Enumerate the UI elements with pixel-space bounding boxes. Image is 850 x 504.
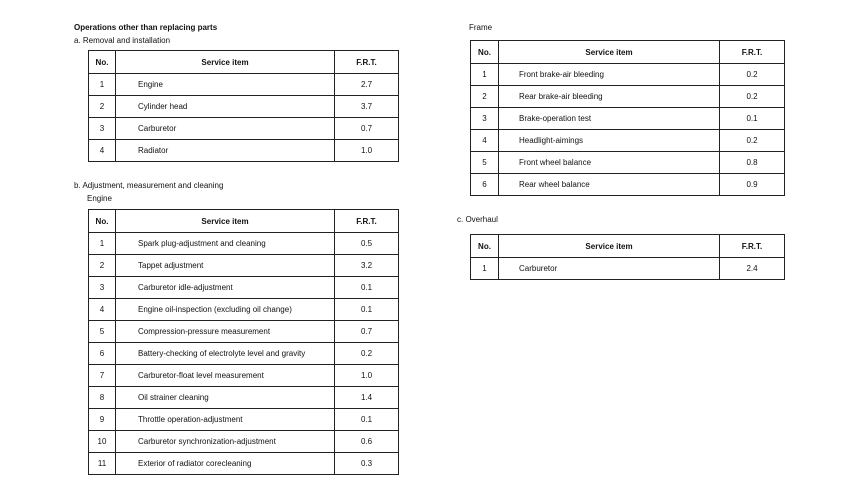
- section-c-label: c. Overhaul: [457, 215, 498, 224]
- removal-table: [88, 50, 399, 162]
- table-row: [89, 343, 399, 365]
- header-frt: F.R.T.: [335, 210, 399, 233]
- section-a-label: a. Removal and installation: [74, 36, 171, 45]
- service-item: Brake-operation test: [499, 108, 720, 130]
- row-number: 1: [89, 233, 116, 255]
- table-row: [89, 409, 399, 431]
- header-no: No.: [471, 41, 499, 64]
- row-number: 3: [89, 118, 116, 140]
- header-frt: F.R.T.: [335, 51, 399, 74]
- row-number: 4: [471, 130, 499, 152]
- service-item: Carburetor: [499, 258, 720, 280]
- table-row: [89, 233, 399, 255]
- service-item: Carburetor: [116, 118, 335, 140]
- frt-value: 0.2: [720, 64, 785, 86]
- header-no: No.: [89, 210, 116, 233]
- row-number: 1: [89, 74, 116, 96]
- row-number: 2: [89, 96, 116, 118]
- table-row: [471, 64, 785, 86]
- row-number: 6: [471, 174, 499, 196]
- header-service-item: Service item: [116, 51, 335, 74]
- service-item: Engine: [116, 74, 335, 96]
- row-number: 10: [89, 431, 116, 453]
- row-number: 5: [471, 152, 499, 174]
- service-item: Oil strainer cleaning: [116, 387, 335, 409]
- row-number: 1: [471, 64, 499, 86]
- service-item: Cylinder head: [116, 96, 335, 118]
- row-number: 9: [89, 409, 116, 431]
- frt-value: 0.8: [720, 152, 785, 174]
- table-row: [89, 431, 399, 453]
- row-number: 4: [89, 140, 116, 162]
- table-row: [89, 277, 399, 299]
- service-item: Front wheel balance: [499, 152, 720, 174]
- table-row: [89, 321, 399, 343]
- service-item: Rear brake-air bleeding: [499, 86, 720, 108]
- header-service-item: Service item: [499, 235, 720, 258]
- table-row: [89, 453, 399, 475]
- table-row: [471, 174, 785, 196]
- service-item: Tappet adjustment: [116, 255, 335, 277]
- table-row: [89, 118, 399, 140]
- overhaul-table: [470, 234, 785, 280]
- row-number: 7: [89, 365, 116, 387]
- frt-value: 0.7: [335, 118, 399, 140]
- frt-value: 0.2: [720, 86, 785, 108]
- frame-table: [470, 40, 785, 196]
- service-item: Front brake-air bleeding: [499, 64, 720, 86]
- frt-value: 0.2: [335, 343, 399, 365]
- service-item: Carburetor-float level measurement: [116, 365, 335, 387]
- frt-value: 0.1: [335, 409, 399, 431]
- table-row: [89, 365, 399, 387]
- frt-value: 1.0: [335, 140, 399, 162]
- frt-value: 1.4: [335, 387, 399, 409]
- table-row: [89, 387, 399, 409]
- row-number: 3: [89, 277, 116, 299]
- table-row: [89, 96, 399, 118]
- row-number: 8: [89, 387, 116, 409]
- frt-value: 3.7: [335, 96, 399, 118]
- service-item: Headlight-aimings: [499, 130, 720, 152]
- service-item: Engine oil-inspection (excluding oil change): [116, 299, 335, 321]
- service-item: Carburetor idle-adjustment: [116, 277, 335, 299]
- frt-value: 0.6: [335, 431, 399, 453]
- header-no: No.: [89, 51, 116, 74]
- service-item: Rear wheel balance: [499, 174, 720, 196]
- frt-value: 0.1: [335, 299, 399, 321]
- frt-value: 0.1: [335, 277, 399, 299]
- frt-value: 0.1: [720, 108, 785, 130]
- service-item: Exterior of radiator corecleaning: [116, 453, 335, 475]
- page-heading: Operations other than replacing parts: [74, 23, 218, 32]
- frt-value: 1.0: [335, 365, 399, 387]
- table-row: [89, 140, 399, 162]
- section-b-label: b. Adjustment, measurement and cleaning: [74, 181, 224, 190]
- header-no: No.: [471, 235, 499, 258]
- frt-value: 0.3: [335, 453, 399, 475]
- frt-value: 2.7: [335, 74, 399, 96]
- row-number: 4: [89, 299, 116, 321]
- service-item: Battery-checking of electrolyte level and gravity: [116, 343, 335, 365]
- header-service-item: Service item: [116, 210, 335, 233]
- row-number: 3: [471, 108, 499, 130]
- row-number: 5: [89, 321, 116, 343]
- row-number: 6: [89, 343, 116, 365]
- service-item: Throttle operation-adjustment: [116, 409, 335, 431]
- table-row: [471, 258, 785, 280]
- frt-value: 2.4: [720, 258, 785, 280]
- row-number: 11: [89, 453, 116, 475]
- header-frt: F.R.T.: [720, 235, 785, 258]
- frame-subheading: Frame: [469, 23, 493, 32]
- table-row: [471, 130, 785, 152]
- frt-value: 0.2: [720, 130, 785, 152]
- row-number: 1: [471, 258, 499, 280]
- service-item: Spark plug-adjustment and cleaning: [116, 233, 335, 255]
- table-row: [471, 152, 785, 174]
- engine-adjustment-table: [88, 209, 399, 475]
- row-number: 2: [89, 255, 116, 277]
- frt-value: 3.2: [335, 255, 399, 277]
- service-item: Carburetor synchronization-adjustment: [116, 431, 335, 453]
- frt-value: 0.5: [335, 233, 399, 255]
- header-frt: F.R.T.: [720, 41, 785, 64]
- engine-subheading: Engine: [87, 194, 112, 203]
- frt-value: 0.7: [335, 321, 399, 343]
- table-row: [89, 255, 399, 277]
- service-item: Compression-pressure measurement: [116, 321, 335, 343]
- table-row: [471, 108, 785, 130]
- header-service-item: Service item: [499, 41, 720, 64]
- table-row: [89, 299, 399, 321]
- table-row: [471, 86, 785, 108]
- table-row: [89, 74, 399, 96]
- service-item: Radiator: [116, 140, 335, 162]
- frt-value: 0.9: [720, 174, 785, 196]
- row-number: 2: [471, 86, 499, 108]
